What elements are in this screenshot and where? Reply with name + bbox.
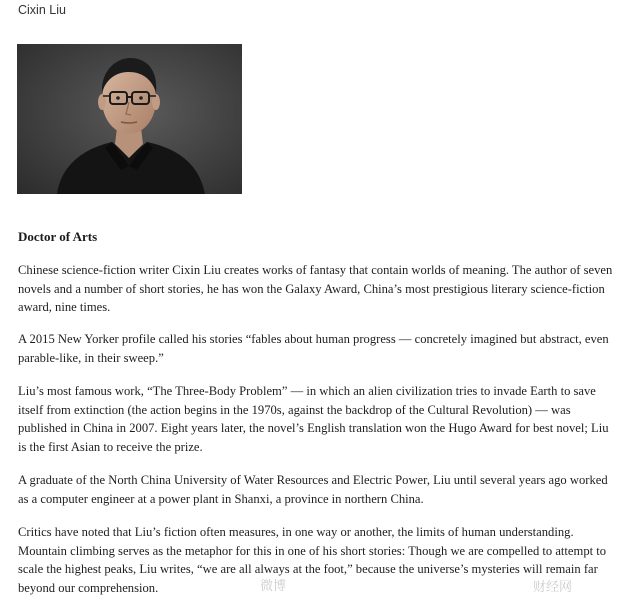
paragraph-2: A 2015 New Yorker profile called his stories “fables about human progress — concretely imagined but abstract, even parable-like, in their sweep.” (18, 332, 609, 365)
author-name: Cixin Liu (18, 3, 66, 17)
author-photo (17, 44, 242, 194)
paragraph-4: A graduate of the North China University of Water Resources and Electric Power, Liu until several years ago worked as a computer engineer at a power plant in Shanxi, a province in northern China. (18, 473, 608, 506)
article-heading: Doctor of Arts (18, 229, 98, 244)
paragraph-3: Liu’s most famous work, “The Three-Body Problem” — in which an alien civilization tries to invade Earth to save itself from extinction (the action begins in the 1970s, against the backdrop of the Cultural Revolution) — was published in China in 2007. Eight years later, the novel’s English translation won the Hugo Award for best novel; Liu is the first Asian to receive the prize. (18, 384, 609, 455)
paragraph-1: Chinese science-fiction writer Cixin Liu creates works of fantasy that contain worlds of meaning. The author of seven novels and a number of short stories, he has won the Galaxy Award, China’s most prestigious literary science-fiction award, nine times. (18, 263, 613, 315)
caijing-watermark: 财经网 (533, 580, 573, 595)
paragraph-5: Critics have noted that Liu’s fiction often measures, in one way or another, the limits of human understanding. Mountain climbing serves as the metaphor for this in one of his short stories: Though we are compelled to attempt to scale the highest peaks, Liu writes, “we are all always at the foot,” because the universe’s mysteries will remain far beyond our comprehension. (18, 525, 607, 596)
weibo-watermark: 微博 (260, 579, 287, 594)
portrait-image (17, 44, 242, 194)
